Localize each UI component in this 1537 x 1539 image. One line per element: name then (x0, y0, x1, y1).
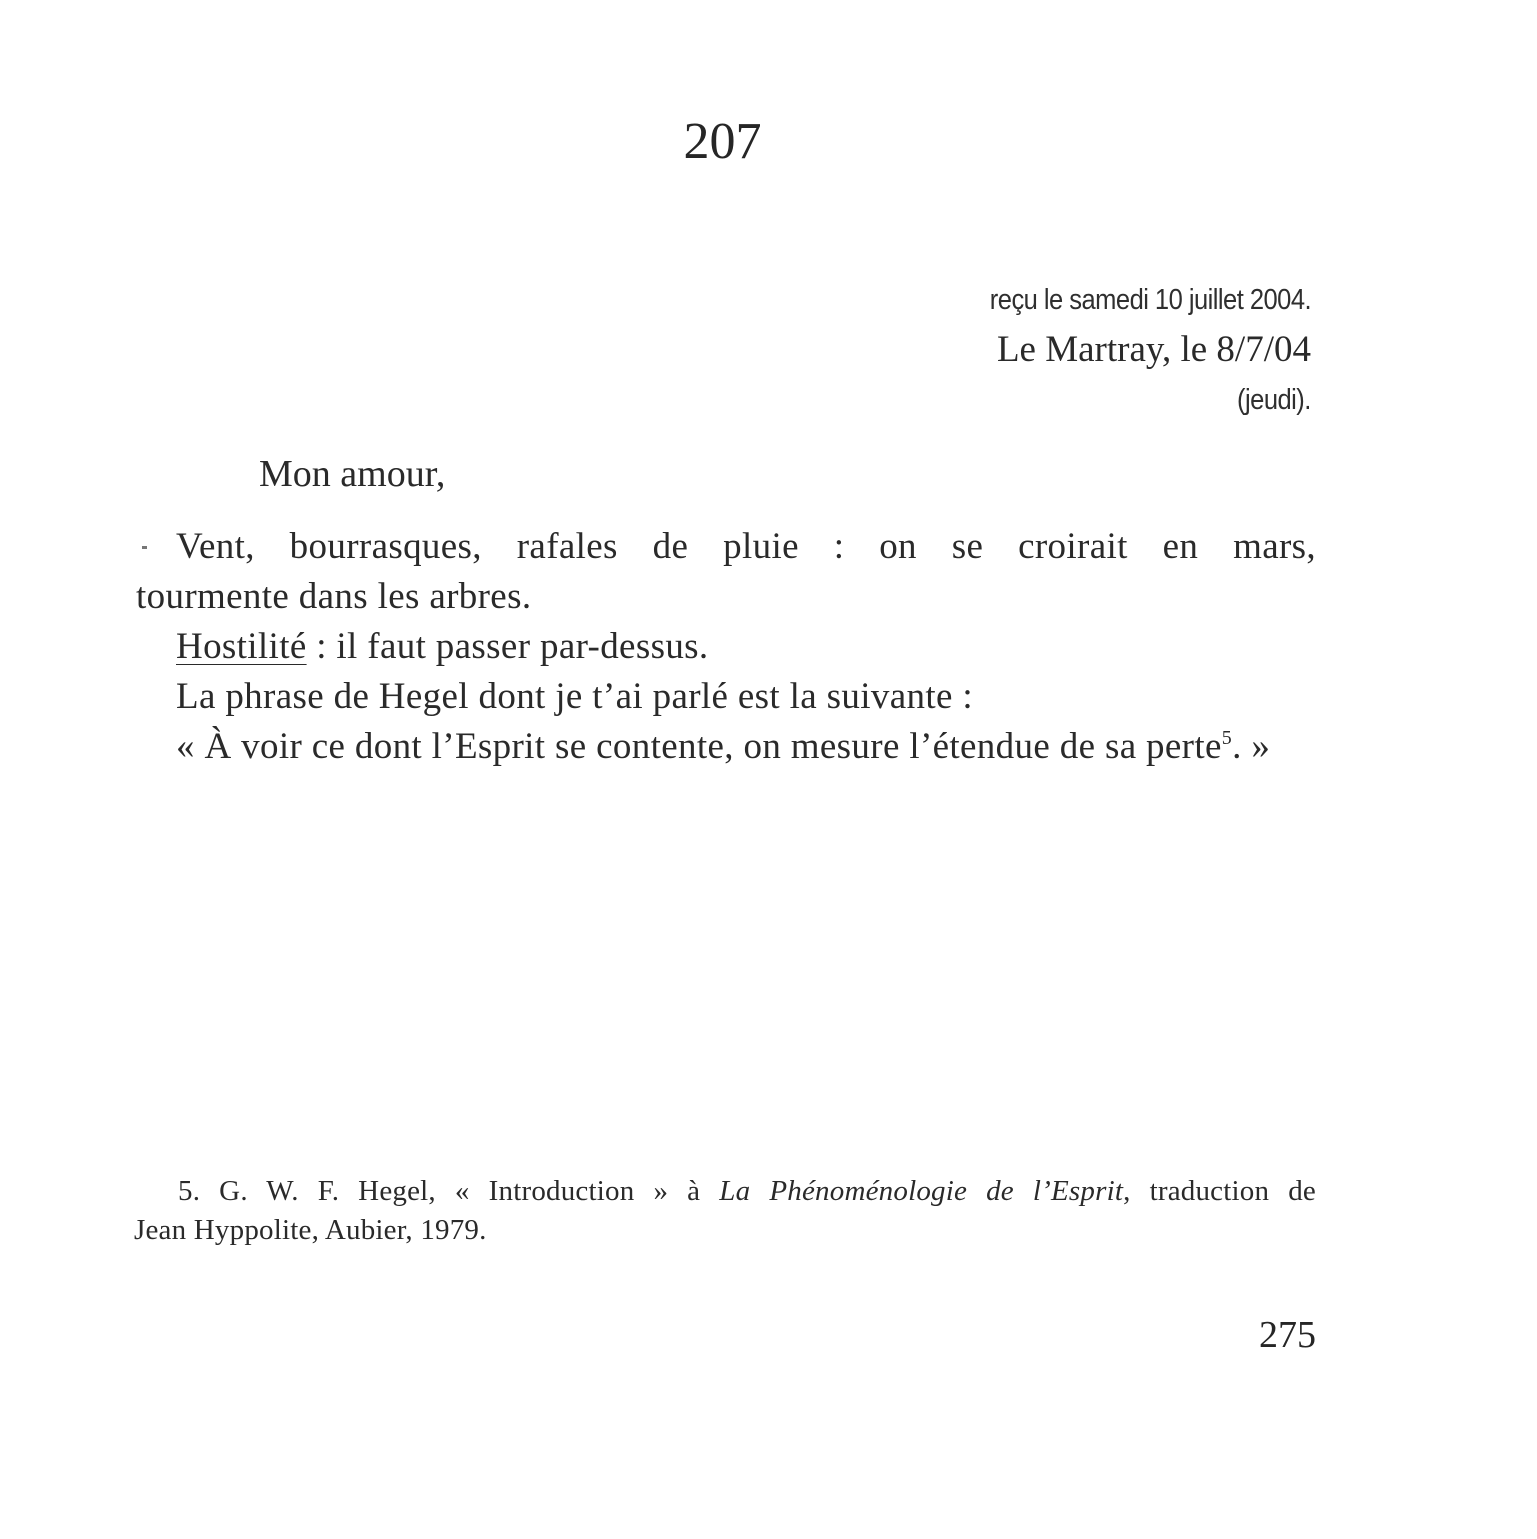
paragraph-weather-line2: tourmente dans les arbres. (136, 576, 532, 617)
underlined-word: Hostilité (176, 626, 307, 667)
footnote-prefix: 5. G. W. F. Hegel, « Introduction » à (178, 1175, 720, 1207)
paragraph-weather-line1: Vent, bourrasques, rafales de pluie : on se croirait en mars, (176, 526, 1316, 567)
footnote-title: La Phénoménologie de l’Esprit (719, 1175, 1124, 1207)
hegel-quote-end: . » (1232, 726, 1271, 767)
paragraph-weather (136, 522, 1316, 622)
footnote-reference: 5 (1221, 727, 1233, 749)
paragraph-hostility (136, 622, 1316, 672)
hegel-quote-text: « À voir ce dont l’Esprit se contente, on mesure l’étendue de sa perte (176, 726, 1222, 767)
letter-body (136, 522, 1316, 772)
letter-number: 207 (683, 113, 762, 170)
page-number: 275 (1259, 1314, 1316, 1356)
received-date-note: reçu le samedi 10 juillet 2004. (989, 284, 1311, 316)
weekday-note: (jeudi). (1237, 384, 1311, 416)
place-and-date: Le Martray, le 8/7/04 (996, 329, 1311, 370)
salutation: Mon amour, (259, 453, 446, 495)
footnote-suffix: , traduction de (1123, 1175, 1316, 1207)
footnote-line2: Jean Hyppolite, Aubier, 1979. (134, 1214, 487, 1246)
footnote-line1 (134, 1172, 1316, 1211)
paragraph-hegel-quote (136, 722, 1316, 772)
paragraph-hostility-rest: : il faut passer par-dessus. (306, 626, 709, 667)
paragraph-hegel-intro: La phrase de Hegel dont je t’ai parlé est la suivante : (176, 676, 973, 717)
footnote (134, 1172, 1316, 1250)
